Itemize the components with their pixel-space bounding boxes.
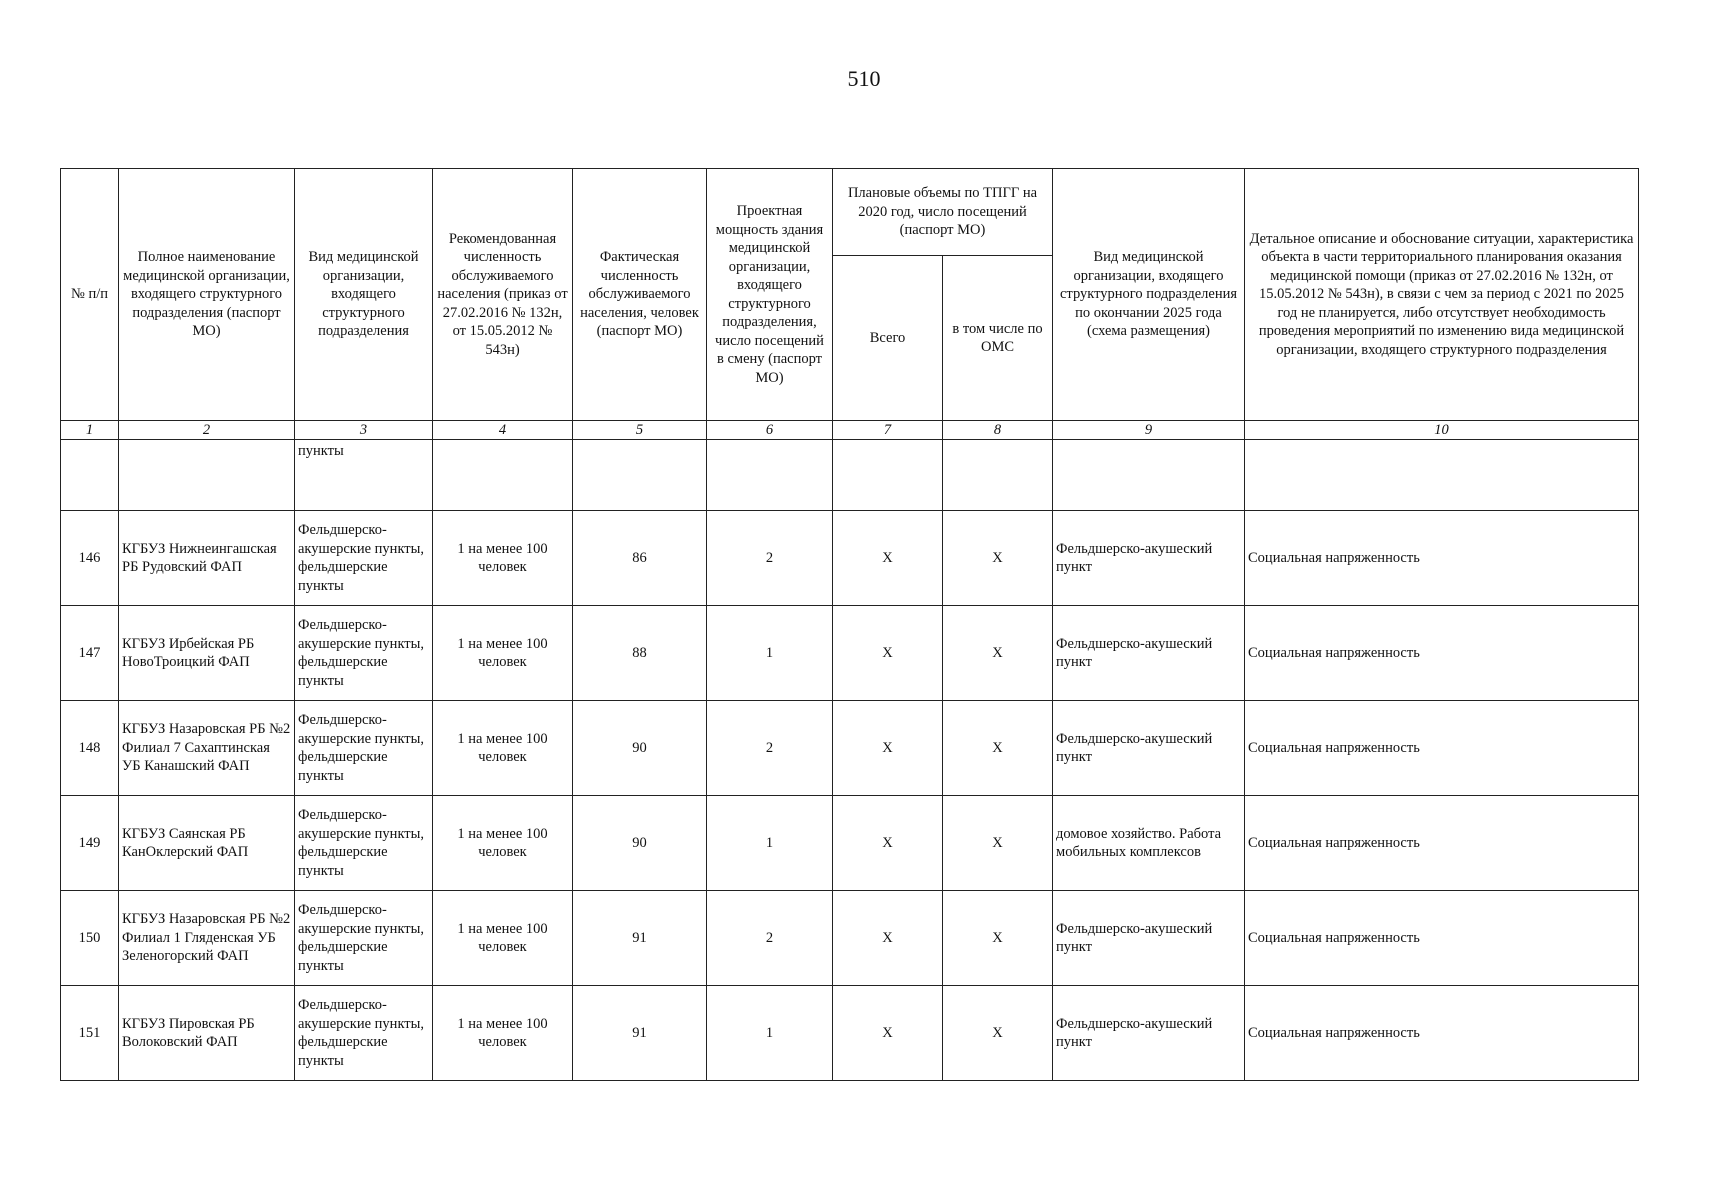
planned-oms: Х bbox=[943, 796, 1053, 891]
design-capacity: 2 bbox=[707, 701, 833, 796]
org-name: КГБУЗ Пировская РБ Волоковский ФАП bbox=[119, 986, 295, 1081]
design-capacity: 1 bbox=[707, 606, 833, 701]
row-number: 149 bbox=[61, 796, 119, 891]
description: Социальная напряженность bbox=[1245, 796, 1639, 891]
planned-oms: Х bbox=[943, 606, 1053, 701]
column-number: 6 bbox=[707, 421, 833, 440]
type-2025: Фельдшерско-акушеский пункт bbox=[1053, 891, 1245, 986]
row-number: 148 bbox=[61, 701, 119, 796]
header-oms: в том числе по ОМС bbox=[943, 256, 1053, 421]
org-name: КГБУЗ Ирбейская РБ НовоТроицкий ФАП bbox=[119, 606, 295, 701]
table-row bbox=[61, 606, 1639, 701]
type-2025: Фельдшерско-акушеский пункт bbox=[1053, 511, 1245, 606]
actual-population: 91 bbox=[573, 891, 707, 986]
row-number: 147 bbox=[61, 606, 119, 701]
org-kind: Фельдшерско-акушерские пункты, фельдшерские пункты bbox=[295, 606, 433, 701]
column-number: 7 bbox=[833, 421, 943, 440]
actual-population: 86 bbox=[573, 511, 707, 606]
header-full-name: Полное наименование медицинской организации, входящего структурного подразделения (паспорт МО) bbox=[119, 169, 295, 421]
header-kind: Вид медицинской организации, входящего структурного подразделения bbox=[295, 169, 433, 421]
org-kind: Фельдшерско-акушерские пункты, фельдшерские пункты bbox=[295, 891, 433, 986]
description: Социальная напряженность bbox=[1245, 986, 1639, 1081]
planned-total: Х bbox=[833, 796, 943, 891]
description: Социальная напряженность bbox=[1245, 606, 1639, 701]
actual-population: 90 bbox=[573, 796, 707, 891]
page-number: 510 bbox=[847, 66, 881, 91]
column-number: 2 bbox=[119, 421, 295, 440]
header-recommended: Рекомендованная численность обслуживаемого населения (приказ от 27.02.2016 № 132н, от 15.05.2012 № 543н) bbox=[433, 169, 573, 421]
org-name: КГБУЗ Нижнеингашская РБ Рудовский ФАП bbox=[119, 511, 295, 606]
description: Социальная напряженность bbox=[1245, 511, 1639, 606]
planned-total: Х bbox=[833, 891, 943, 986]
header-description: Детальное описание и обоснование ситуации, характеристика объекта в части территориального планирования оказания медицинской помощи (приказ от 27.02.2016 № 132н, от 15.05.2012 № 543н), в связи с чем за период с 2021 по 2025 год не планируется, либо отсутствует необходимость проведения мероприятий по изменению вида медицинской организации, входящего структурного подразделения bbox=[1245, 169, 1639, 421]
recommended-population: 1 на менее 100 человек bbox=[433, 986, 573, 1081]
header-planned-volumes: Плановые объемы по ТПГГ на 2020 год, число посещений (паспорт МО) bbox=[833, 169, 1053, 256]
recommended-population: 1 на менее 100 человек bbox=[433, 511, 573, 606]
type-2025: Фельдшерско-акушеский пункт bbox=[1053, 986, 1245, 1081]
recommended-population: 1 на менее 100 человек bbox=[433, 606, 573, 701]
type-2025: домовое хозяйство. Работа мобильных комплексов bbox=[1053, 796, 1245, 891]
row-number: 151 bbox=[61, 986, 119, 1081]
table-row bbox=[61, 511, 1639, 606]
planned-oms: Х bbox=[943, 701, 1053, 796]
recommended-population: 1 на менее 100 человек bbox=[433, 796, 573, 891]
column-number: 9 bbox=[1053, 421, 1245, 440]
design-capacity: 2 bbox=[707, 891, 833, 986]
actual-population: 88 bbox=[573, 606, 707, 701]
facilities-table bbox=[60, 168, 1639, 1081]
header-capacity: Проектная мощность здания медицинской организации, входящего структурного подразделения, число посещений в смену (паспорт МО) bbox=[707, 169, 833, 421]
table-row bbox=[61, 796, 1639, 891]
column-number: 3 bbox=[295, 421, 433, 440]
org-kind: Фельдшерско-акушерские пункты, фельдшерские пункты bbox=[295, 986, 433, 1081]
design-capacity: 2 bbox=[707, 511, 833, 606]
column-number: 4 bbox=[433, 421, 573, 440]
design-capacity: 1 bbox=[707, 796, 833, 891]
header-actual: Фактическая численность обслуживаемого населения, человек (паспорт МО) bbox=[573, 169, 707, 421]
planned-total: Х bbox=[833, 511, 943, 606]
header-row bbox=[61, 169, 1639, 256]
actual-population: 90 bbox=[573, 701, 707, 796]
description: Социальная напряженность bbox=[1245, 701, 1639, 796]
planned-total: Х bbox=[833, 606, 943, 701]
row-number: 146 bbox=[61, 511, 119, 606]
column-number: 10 bbox=[1245, 421, 1639, 440]
planned-oms: Х bbox=[943, 986, 1053, 1081]
planned-total: Х bbox=[833, 701, 943, 796]
column-number: 5 bbox=[573, 421, 707, 440]
type-2025: Фельдшерско-акушеский пункт bbox=[1053, 606, 1245, 701]
planned-total: Х bbox=[833, 986, 943, 1081]
continuation-row bbox=[61, 440, 1639, 511]
header-type-2025: Вид медицинской организации, входящего структурного подразделения по окончании 2025 года (схема размещения) bbox=[1053, 169, 1245, 421]
column-number: 8 bbox=[943, 421, 1053, 440]
table-row bbox=[61, 891, 1639, 986]
column-number: 1 bbox=[61, 421, 119, 440]
planned-oms: Х bbox=[943, 891, 1053, 986]
design-capacity: 1 bbox=[707, 986, 833, 1081]
row-number: 150 bbox=[61, 891, 119, 986]
org-kind: Фельдшерско-акушерские пункты, фельдшерские пункты bbox=[295, 701, 433, 796]
column-numbers-row bbox=[61, 421, 1639, 440]
org-kind: Фельдшерско-акушерские пункты, фельдшерские пункты bbox=[295, 796, 433, 891]
header-total: Всего bbox=[833, 256, 943, 421]
org-name: КГБУЗ Назаровская РБ №2 Филиал 1 Гляденская УБ Зеленогорский ФАП bbox=[119, 891, 295, 986]
planned-oms: Х bbox=[943, 511, 1053, 606]
org-name: КГБУЗ Назаровская РБ №2 Филиал 7 Сахаптинская УБ Канашский ФАП bbox=[119, 701, 295, 796]
type-2025: Фельдшерско-акушеский пункт bbox=[1053, 701, 1245, 796]
actual-population: 91 bbox=[573, 986, 707, 1081]
recommended-population: 1 на менее 100 человек bbox=[433, 701, 573, 796]
org-name: КГБУЗ Саянская РБ КанОклерский ФАП bbox=[119, 796, 295, 891]
org-kind: Фельдшерско-акушерские пункты, фельдшерские пункты bbox=[295, 511, 433, 606]
table-row bbox=[61, 986, 1639, 1081]
header-num: № п/п bbox=[61, 169, 119, 421]
continuation-text: пункты bbox=[295, 440, 433, 511]
table-row bbox=[61, 701, 1639, 796]
description: Социальная напряженность bbox=[1245, 891, 1639, 986]
recommended-population: 1 на менее 100 человек bbox=[433, 891, 573, 986]
